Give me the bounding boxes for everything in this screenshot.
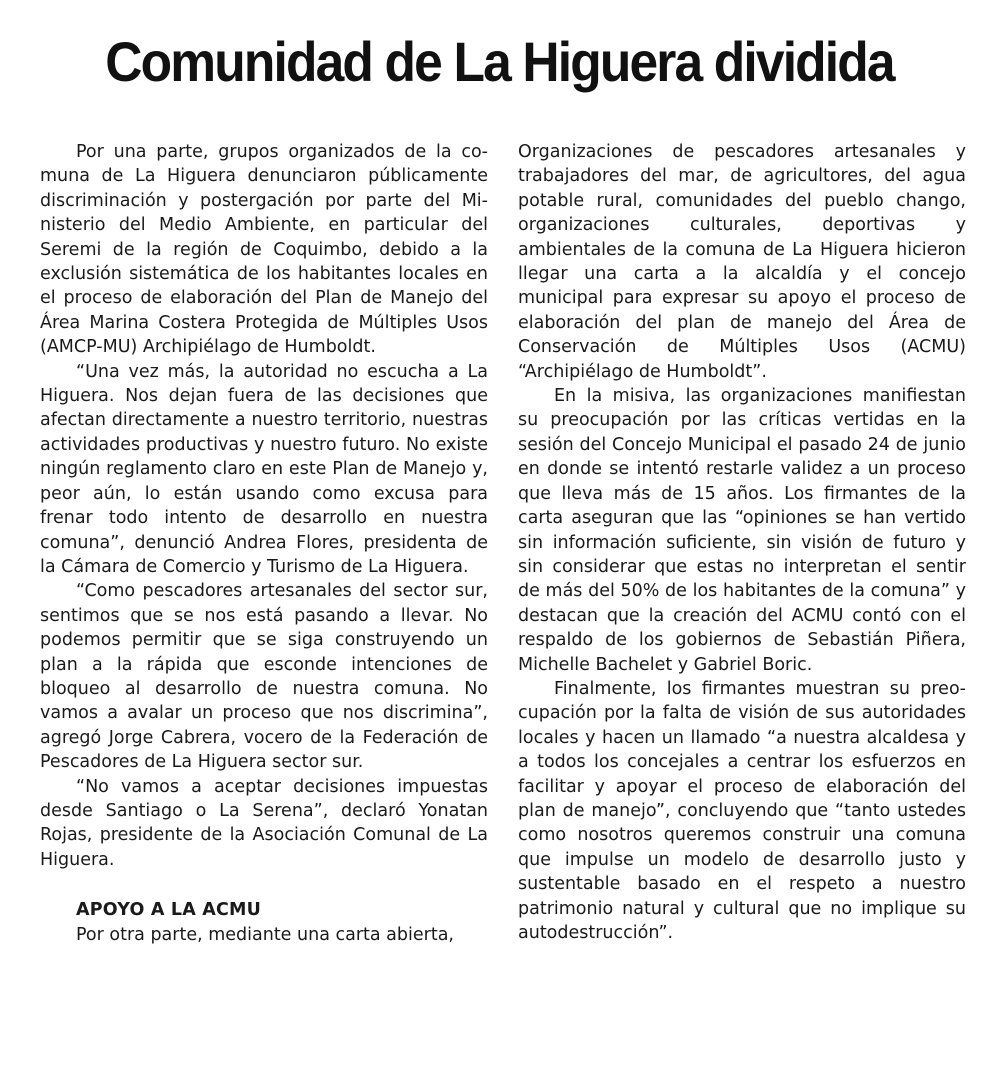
article-paragraph: “Una vez más, la autoridad no escucha a La Higuera. Nos dejan fuera de las decisiones que afectan directamente a nuestro territorio, nuestras actividades productivas y nuestro futuro. No existe ningún reglamento claro en este Plan de Manejo y, peor aún, lo están usando como excusa para frenar todo intento de desarrollo en nuestra comuna”, denunció Andrea Flores, presidenta de la Cámara de Comercio y Turismo de La Higuera. <box>40 361 488 577</box>
article-paragraph: “Como pescadores artesanales del sector sur, sentimos que se nos está pasando a llevar. No podemos permitir que se siga construyendo un plan a la rápida que esconde intenciones de bloqueo al desarrollo de nuestra comuna. No vamos a avalar un proceso que nos discrimina”, agregó Jorge Cabrera, vocero de la Federación de Pescadores de La Higuera sector sur. <box>40 581 488 773</box>
article-paragraph: Organizaciones de pescadores artesanales y trabajadores del mar, de agricultores, del agua potable rural, comunidades del pueblo chango, organizaciones culturales, deportivas y ambientales de la comuna de La Higuera hicieron llegar una carta a la alcaldía y el concejo municipal para expresar su apoyo el proceso de elaboración del plan de manejo del Área de Conservación de Múltiples Usos (ACMU) “Archipiélago de Humboldt”. <box>518 142 966 382</box>
article-paragraph: En la misiva, las organizaciones manifiestan su preocupación por las críticas vertidas en la sesión del Concejo Municipal el pasado 24 de junio en donde se intentó restarle validez a un proceso que lleva más de 15 años. Los firmantes de la carta aseguran que las “opiniones se han vertido sin información suficiente, sin visión de futuro y sin considerar que estas no interpretan el sentir de más del 50% de los habitantes de la comuna” y destacan que la creación del ACMU contó con el respaldo de los gobiernos de Sebastián Piñera, Michelle Bachelet y Gabriel Boric. <box>518 386 966 675</box>
section-subheading: APOYO A LA ACMU <box>76 900 262 921</box>
article-column-left <box>40 140 488 947</box>
article-paragraph: Por otra parte, mediante una carta abierta, <box>76 924 454 945</box>
headline: Comunidad de La Higuera dividida <box>105 30 894 93</box>
article-column-right <box>518 140 966 945</box>
article-paragraph: “No vamos a aceptar decisiones impuestas desde Santiago o La Serena”, declaró Yonatan Rojas, presidente de la Asociación Comunal de La Higuera. <box>40 776 488 870</box>
article-paragraph: Por una parte, grupos organizados de la comuna de La Higuera denunciaron públicamente discriminación y postergación por parte del Ministerio del Medio Ambiente, en particular del Seremi de la región de Coquimbo, debido a la exclusión sistemática de los habitantes locales en el proceso de elaboración del Plan de Manejo del Área Marina Costera Protegida de Múltiples Usos (AMCP-MU) Archipiélago de Humboldt. <box>40 142 488 358</box>
article-paragraph: Finalmente, los firmantes muestran su preocupación por la falta de visión de sus autoridades locales y hacen un llamado “a nuestra alcaldesa y a todos los concejales a centrar los esfuerzos en facilitar y apoyar el proceso de elaboración del plan de manejo”, concluyendo que “tanto ustedes como nosotros queremos construir una comuna que impulse un modelo de desarrollo justo y sustentable basado en el respeto a nuestro patrimonio natural y cultural que no implique su autodestrucción”. <box>518 678 966 943</box>
